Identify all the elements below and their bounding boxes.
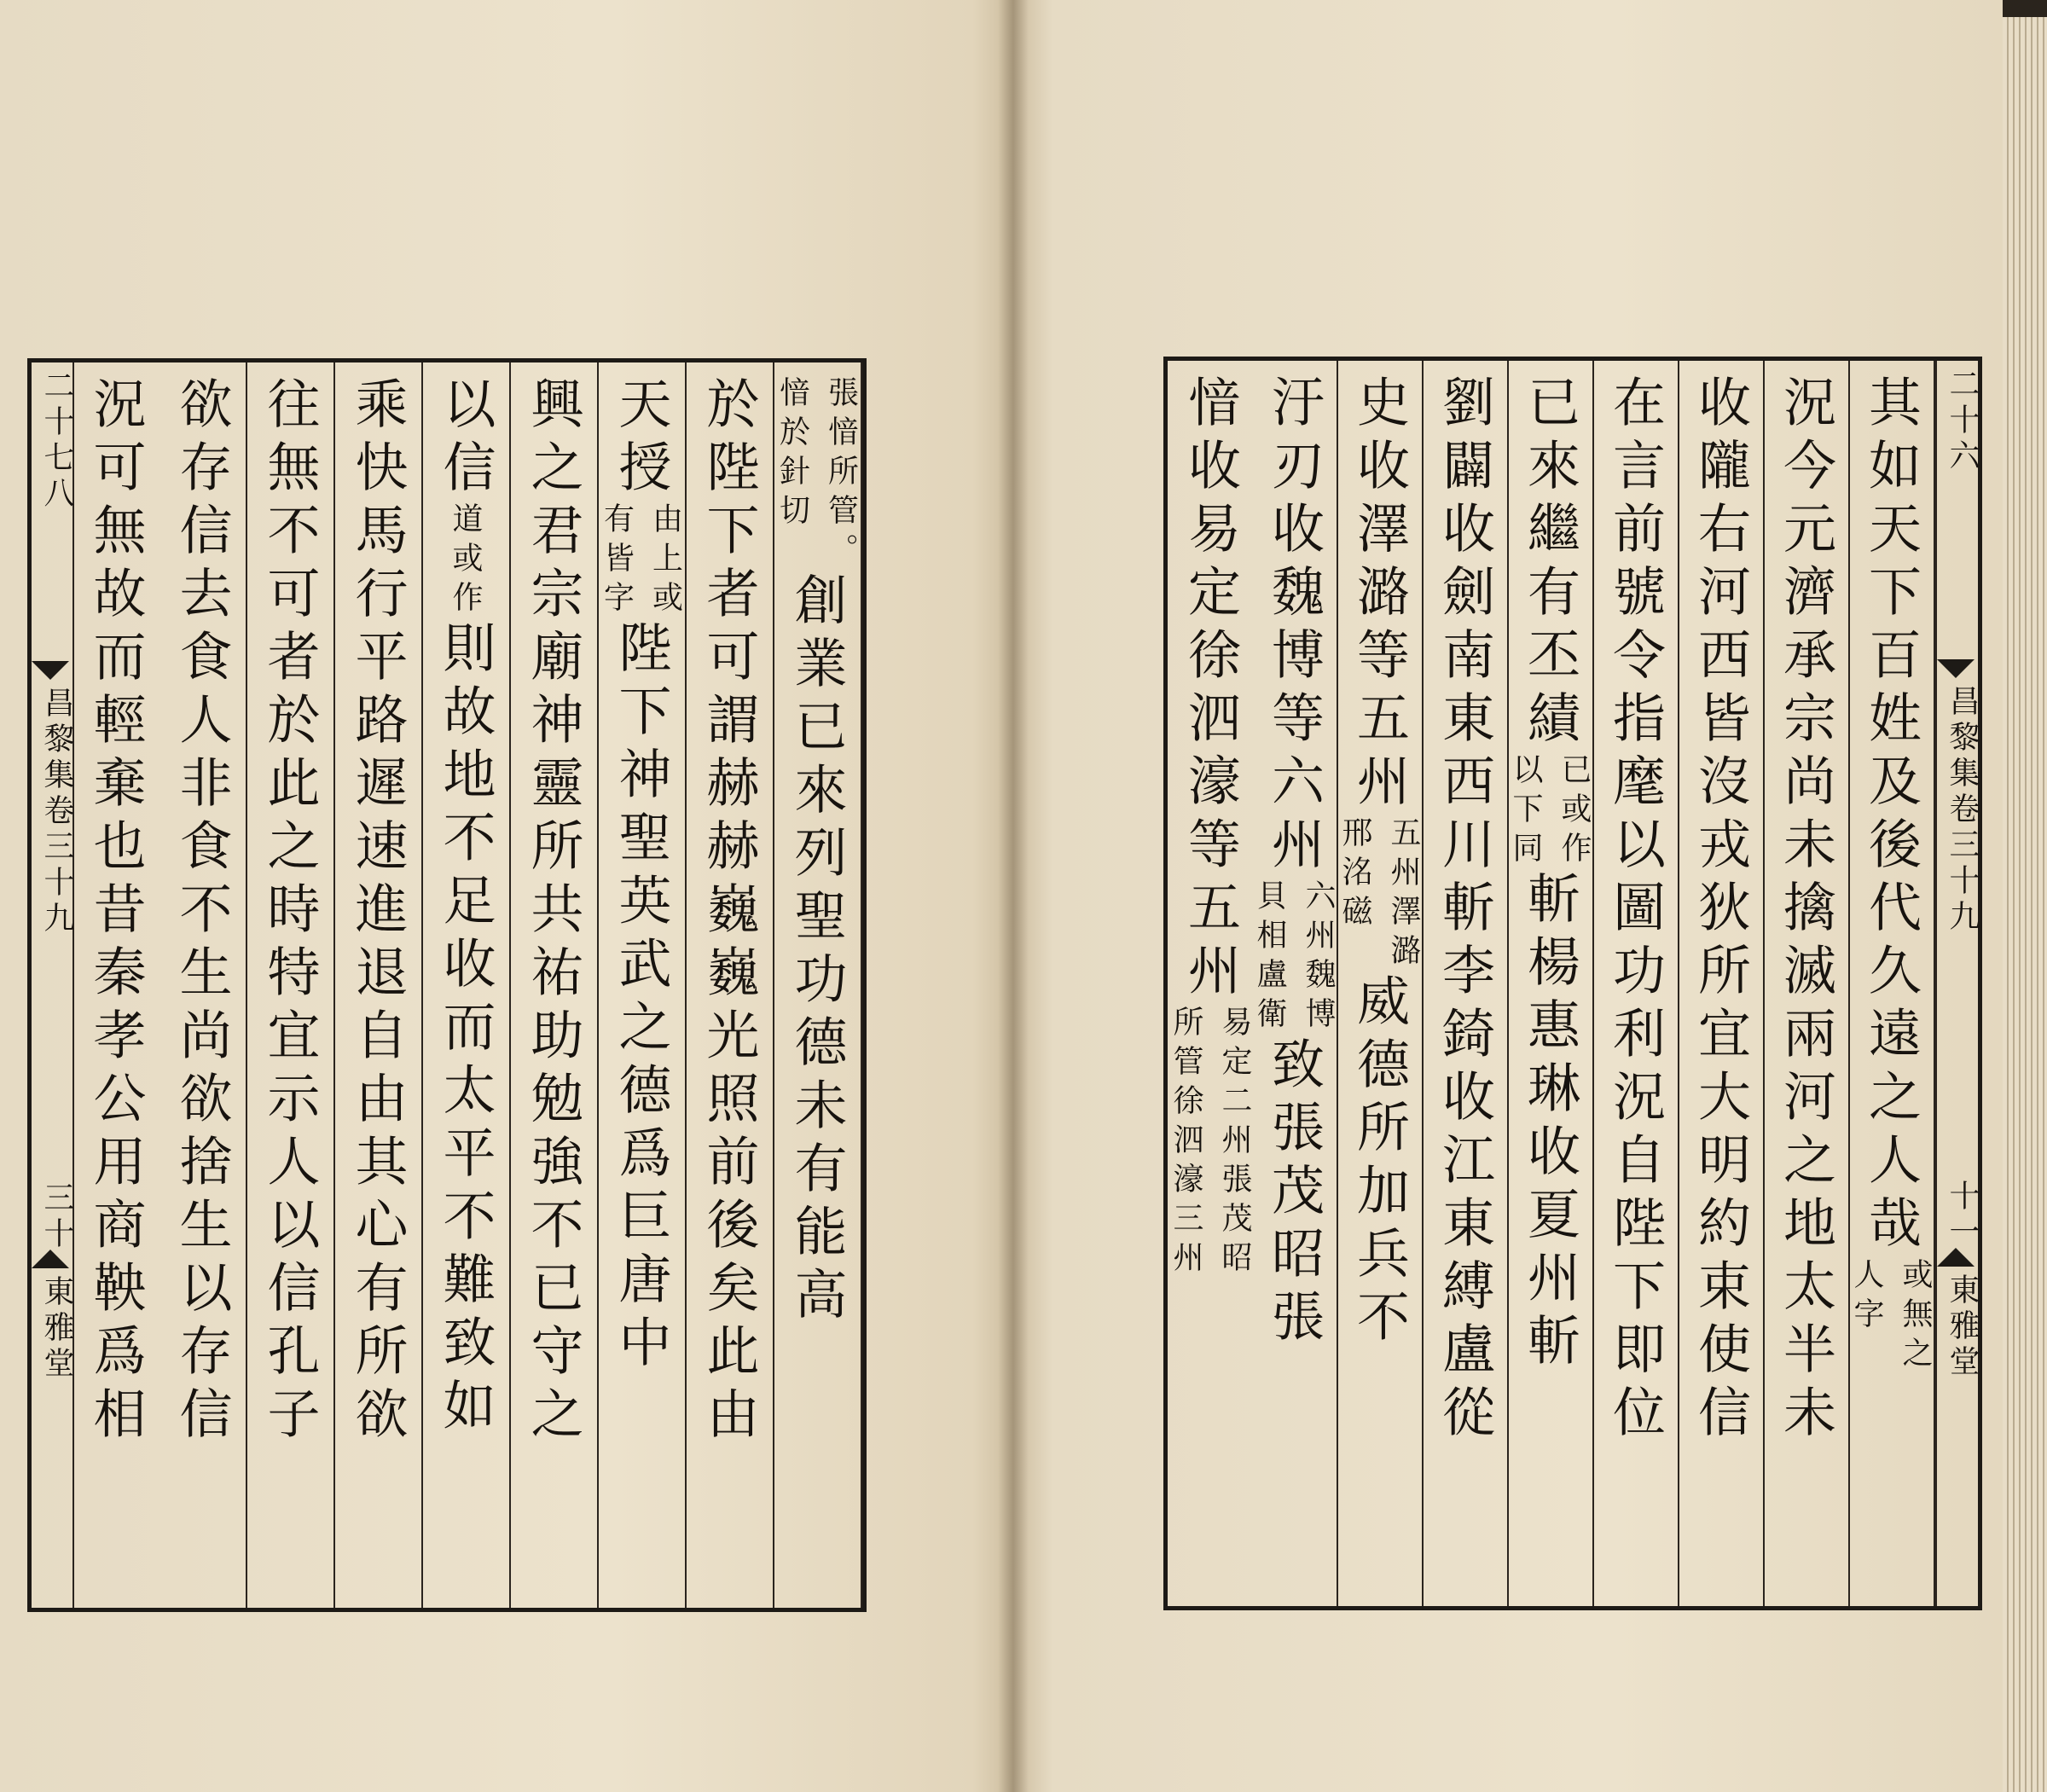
column-text: 愔收易定徐泗濠等五州: [1179, 374, 1242, 1006]
note-line: 所管徐泗濠三州: [1168, 1006, 1203, 1280]
page-edges: [2003, 17, 2047, 1792]
text-column: [72, 362, 159, 1608]
left-book-title: 昌黎集卷三十九: [39, 687, 74, 937]
interlinear-note: [1248, 879, 1340, 1036]
text-column: [1763, 361, 1850, 1606]
column-text: 收隴右河西皆沒戎狄所宜大明約束使信: [1689, 374, 1752, 1447]
text-column: [685, 362, 774, 1608]
text-column: [1678, 361, 1765, 1606]
right-text-columns: [1168, 361, 1935, 1606]
text-column: [1337, 361, 1424, 1606]
interlinear-note: [1504, 753, 1596, 871]
fishtail-mark-icon: [1937, 659, 1975, 678]
note-line: 貝相盧衛: [1252, 879, 1287, 1036]
column-text: 欲存信去食人非食不生尚欲捨生以存信: [171, 376, 233, 1449]
text-column: [1507, 361, 1594, 1606]
column-text-continued: 則故地不足收而太平不難致如: [434, 620, 496, 1441]
right-publisher: 東雅堂: [1945, 1273, 1980, 1381]
right-page: [1013, 0, 2003, 1792]
right-page-margin: [1935, 361, 1978, 1606]
note-line: 易定二州張茂昭: [1217, 1006, 1252, 1280]
text-column: [158, 362, 247, 1608]
column-text-continued: 斬楊惠琳收夏州斬: [1518, 871, 1581, 1376]
column-text: 已來繼有丕績: [1518, 374, 1581, 753]
left-text-columns: [74, 362, 862, 1608]
left-page-margin: [32, 362, 74, 1608]
text-column: [1251, 361, 1338, 1606]
note-line: 人字: [1849, 1258, 1884, 1337]
interlinear-note: [771, 376, 863, 572]
column-text: 況可無故而輕棄也昔秦孝公用商鞅爲相: [84, 376, 147, 1449]
text-column: [333, 362, 423, 1608]
right-folio-number: 十一: [1945, 1180, 1980, 1251]
column-text-continued: 創業已來列聖功德未有能高: [786, 572, 848, 1330]
column-text-continued: 威德所加兵不: [1348, 973, 1411, 1352]
left-folio-number: 三十: [39, 1181, 74, 1253]
interlinear-note: [1333, 816, 1425, 973]
text-column: [1422, 361, 1509, 1606]
column-text: 興之君宗廟神靈所共祐助勉強不已守之: [522, 376, 584, 1449]
right-page-number: 二十六: [1945, 368, 1980, 475]
column-text: 以信: [434, 376, 496, 502]
left-text-block: [27, 358, 867, 1612]
text-column: [1848, 361, 1935, 1606]
column-text: 劉闢收劍南東西川斬李錡收江東縛盧從: [1433, 374, 1496, 1447]
column-text: 汙刃收魏博等六州: [1262, 374, 1325, 879]
note-line: 五州澤潞: [1386, 816, 1421, 973]
note-line: 已或作: [1557, 753, 1592, 871]
note-line: 或無之: [1898, 1258, 1933, 1376]
column-text: 天授: [610, 376, 672, 502]
text-column: [509, 362, 599, 1608]
column-text-continued: 陛下神聖英武之德爲巨唐中: [610, 620, 672, 1377]
note-line: 由上或: [647, 502, 683, 620]
column-text: 於陛下者可謂赫赫巍巍光照前後矣此由: [698, 376, 760, 1449]
note-line: 張愔所管。: [823, 376, 859, 572]
note-line: 邢洺磁: [1337, 816, 1372, 934]
text-column: [597, 362, 687, 1608]
interlinear-note: [1164, 1006, 1256, 1280]
note-line: 六州魏博: [1301, 879, 1336, 1036]
interlinear-note: [595, 502, 687, 620]
note-line: 有皆字: [599, 502, 635, 620]
column-text: 況今元濟承宗尚未擒滅兩河之地太半未: [1774, 374, 1837, 1447]
text-column: [246, 362, 335, 1608]
text-column: [773, 362, 862, 1608]
left-page-number: 二十七八: [39, 369, 74, 513]
column-text: 乘快馬行平路遲速進退自由其心有所欲: [346, 376, 409, 1449]
text-column: [421, 362, 511, 1608]
left-publisher: 東雅堂: [39, 1275, 74, 1383]
note-line: 以下同: [1508, 753, 1543, 871]
interlinear-note: [1845, 1258, 1937, 1376]
column-text: 其如天下百姓及後代久遠之人哉: [1859, 374, 1922, 1258]
right-book-title: 昌黎集卷三十九: [1945, 685, 1980, 936]
column-text-continued: 致張茂昭張: [1262, 1036, 1325, 1352]
note-line: 道或作: [448, 502, 483, 620]
text-column: [1592, 361, 1679, 1606]
left-page: [0, 0, 1013, 1792]
interlinear-note: [444, 502, 487, 620]
right-text-block: [1163, 357, 1982, 1610]
column-text: 往無不可者於此之時特宜示人以信孔子: [258, 376, 321, 1449]
book-gutter: [998, 0, 1029, 1792]
column-text: 史收澤潞等五州: [1348, 374, 1411, 816]
fishtail-mark-icon: [32, 661, 69, 680]
text-column: [1168, 361, 1253, 1606]
column-text: 在言前號令指麾以圖功利況自陛下即位: [1603, 374, 1667, 1447]
note-line: 愔於針切: [774, 376, 810, 533]
